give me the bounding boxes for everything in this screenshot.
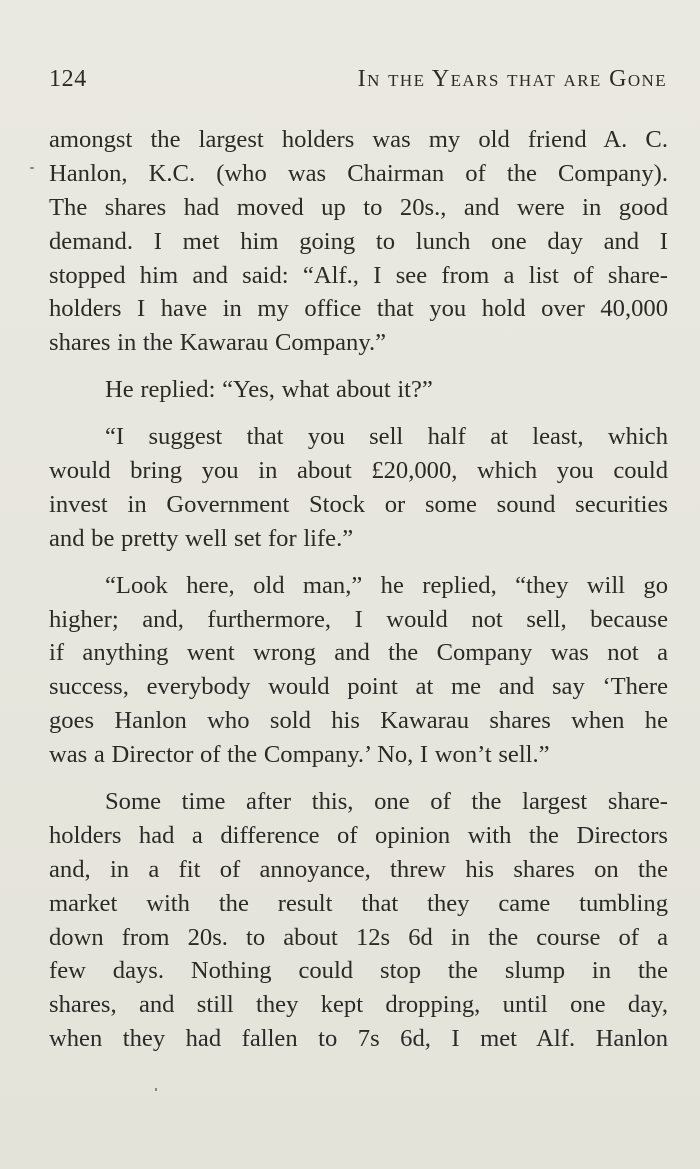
paper-speck — [155, 1088, 157, 1091]
text-line: The shares had moved up to 20s., and were in good — [49, 193, 668, 221]
text-line: and be pretty well set for life.” — [49, 524, 354, 552]
paragraph — [49, 373, 668, 407]
text-line: if anything went wrong and the Company was not a — [49, 639, 668, 667]
page-header — [49, 66, 667, 102]
text-line: “Look here, old man,” he replied, “they will go — [105, 571, 668, 599]
text-line: Hanlon, K.C. (who was Chairman of the Company). — [49, 159, 668, 187]
text-line: would bring you in about £20,000, which you could — [49, 457, 668, 485]
text-line: few days. Nothing could stop the slump in the — [49, 957, 668, 985]
text-line: was a Director of the Company.’ No, I won’t sell.” — [49, 741, 550, 769]
paper-speck — [30, 167, 34, 169]
text-line: when they had fallen to 7s 6d, I met Alf. Hanlon — [49, 1025, 668, 1053]
text-line: success, everybody would point at me and say ‘There — [49, 673, 668, 701]
text-line: and, in a fit of annoyance, threw his shares on the — [49, 855, 668, 883]
text-line: down from 20s. to about 12s 6d in the course of a — [49, 923, 668, 951]
text-line: shares, and still they kept dropping, until one day, — [49, 991, 668, 1019]
paragraph — [49, 123, 668, 360]
text-line: demand. I met him going to lunch one day and I — [49, 227, 668, 255]
text-line: shares in the Kawarau Company.” — [49, 329, 387, 357]
text-line: holders had a difference of opinion with the Directors — [49, 821, 668, 849]
text-line: “I suggest that you sell half at least, which — [105, 423, 668, 451]
text-line: holders I have in my office that you hold over 40,000 — [49, 295, 668, 323]
text-line: He replied: “Yes, what about it?” — [105, 376, 433, 404]
paragraph — [49, 569, 668, 772]
text-line: higher; and, furthermore, I would not sell, because — [49, 605, 668, 633]
text-line: Some time after this, one of the largest share- — [105, 788, 668, 816]
body-text — [49, 123, 668, 1056]
paragraph — [49, 785, 668, 1056]
text-line: goes Hanlon who sold his Kawarau shares when he — [49, 707, 668, 735]
running-head: In the Years that are Gone — [357, 66, 667, 92]
page-number: 124 — [49, 66, 87, 92]
text-line: invest in Government Stock or some sound securities — [49, 490, 668, 518]
text-line: market with the result that they came tumbling — [49, 889, 668, 917]
paragraph — [49, 420, 668, 556]
text-line: amongst the largest holders was my old friend A. C. — [49, 126, 668, 153]
text-line: stopped him and said: “Alf., I see from a list of share- — [49, 261, 668, 289]
